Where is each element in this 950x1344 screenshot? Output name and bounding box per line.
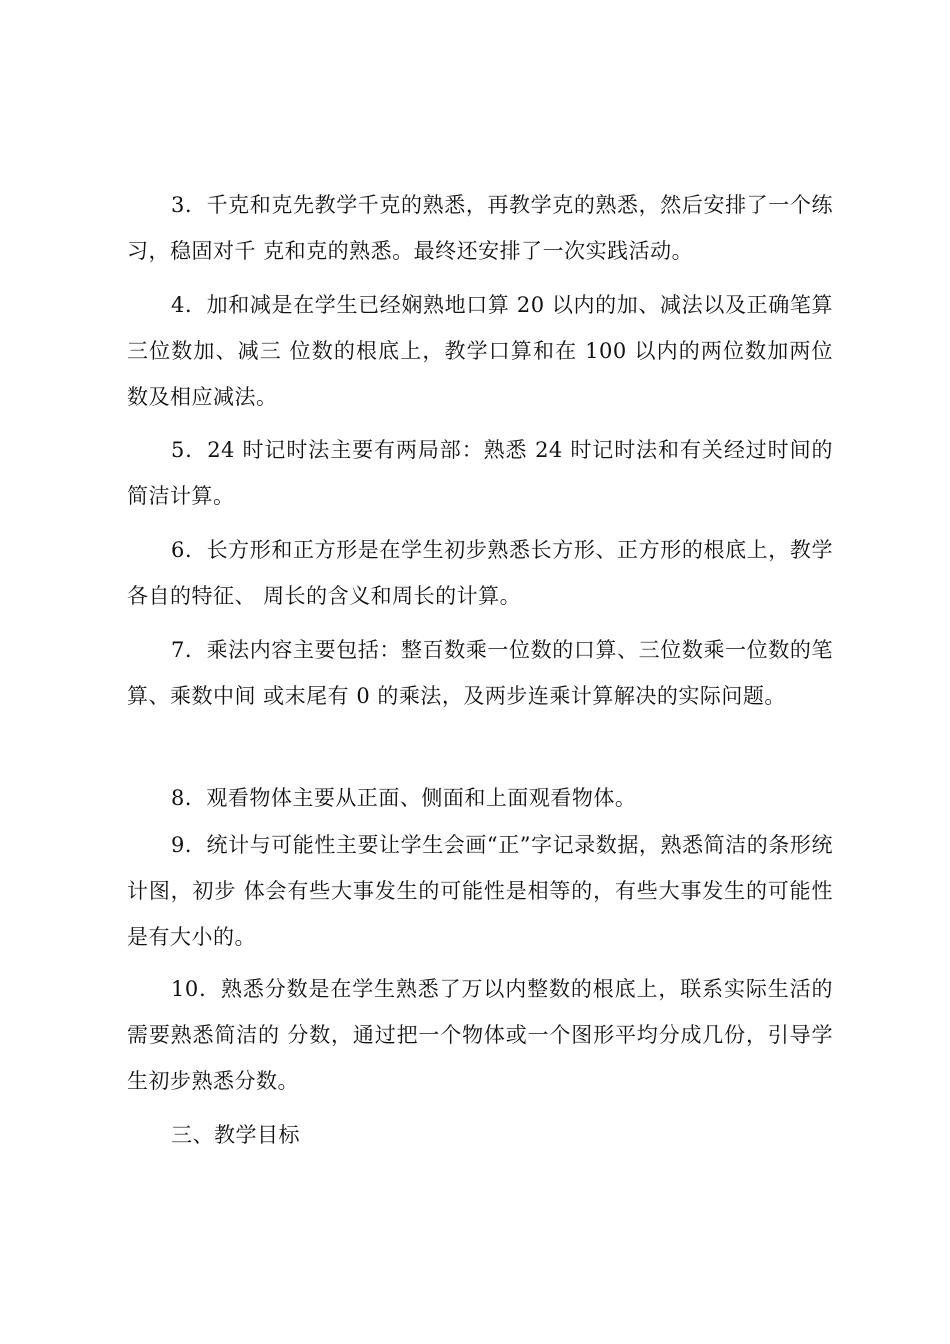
paragraph-item-5: 5．24 时记时法主要有两局部：熟悉 24 时记时法和有关经过时间的简洁计算。 [127,438,833,508]
paragraph-item-7: 7．乘法内容主要包括：整百数乘一位数的口算、三位数乘一位数的笔算、乘数中间 或末尾有 0 的乘法，及两步连乘计算解决的实际问题。 [127,638,833,708]
paragraph-item-8: 8．观看物体主要从正面、侧面和上面观看物体。 [171,786,637,810]
paragraph-item-9: 9．统计与可能性主要让学生会画“正”字记录数据，熟悉简洁的条形统计图，初步 体会有些大事发生的可能性是相等的，有些大事发生的可能性是有大小的。 [127,833,833,949]
section-heading: 三、教学目标 [171,1123,300,1147]
paragraph-item-6: 6．长方形和正方形是在学生初步熟悉长方形、正方形的根底上，教学各自的特征、 周长的含义和周长的计算。 [127,538,833,608]
paragraph-item-4: 4．加和减是在学生已经娴熟地口算 20 以内的加、减法以及正确笔算三位数加、减三 位数的根底上，教学口算和在 100 以内的两位数加两位数及相应减法。 [127,293,833,409]
paragraph-item-3: 3．千克和克先教学千克的熟悉，再教学克的熟悉，然后安排了一个练习，稳固对千 克和克的熟悉。最终还安排了一次实践活动。 [127,193,833,263]
paragraph-item-10: 10．熟悉分数是在学生熟悉了万以内整数的根底上，联系实际生活的需要熟悉简洁的 分数，通过把一个物体或一个图形平均分成几份，引导学生初步熟悉分数。 [127,977,833,1093]
